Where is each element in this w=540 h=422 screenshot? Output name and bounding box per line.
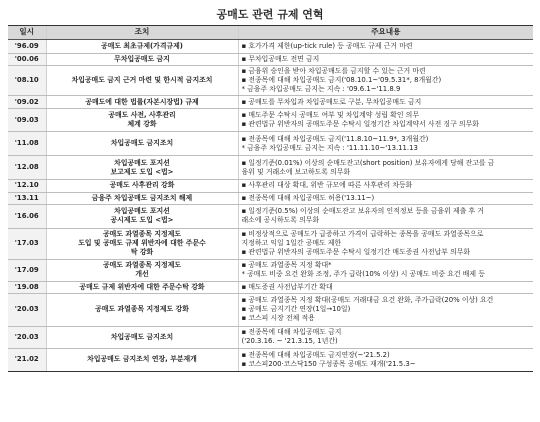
row-action-line: 차입공매도 포지션 bbox=[114, 158, 170, 167]
row-content bbox=[238, 54, 533, 66]
row-date: '11.08 bbox=[8, 132, 46, 156]
row-content-line: 융위 및 거래소에 보고하도록 의무화 bbox=[241, 167, 351, 176]
row-content-line: ▪ 매도주문 수탁시 공매도 여부 및 차입계약 성립 확인 의무 bbox=[241, 111, 419, 120]
row-content-line: ▪ 일정기준(0.5%) 이상의 순매도잔고 보유자의 인적정보 등을 금융위 제출 후 거 bbox=[241, 207, 484, 216]
row-date: '09.02 bbox=[8, 96, 46, 109]
row-content bbox=[238, 180, 533, 192]
table-row bbox=[8, 228, 533, 259]
row-content bbox=[238, 326, 533, 348]
row-content-line: ▪ 공매도 금지기간 연장(1일→10일) bbox=[241, 305, 351, 314]
row-date: '16.06 bbox=[8, 204, 46, 228]
row-content bbox=[238, 259, 533, 281]
row-content-line: ('20.3.16. ~ '21.3.15, 1년간) bbox=[241, 337, 338, 346]
row-content-line: ▪ 전종목에 대해 차입공매도 금지('08.10.1~'09.5.31*, 8개월간) bbox=[241, 76, 442, 85]
row-action-line: 금융주 차입공매도 금지조치 해제 bbox=[91, 193, 193, 202]
row-action-line: 공매도 사후관리 강화 bbox=[109, 181, 175, 190]
row-action bbox=[46, 109, 238, 132]
row-content-line: ▪ 전종목에 대해 차입공매도 금지 bbox=[241, 328, 342, 337]
row-action bbox=[46, 132, 238, 156]
row-date: '09.03 bbox=[8, 109, 46, 132]
row-action-line: 공시제도 도입 <법> bbox=[110, 216, 174, 225]
table-row bbox=[8, 259, 533, 281]
table-row bbox=[8, 180, 533, 192]
row-date: '96.09 bbox=[8, 40, 46, 54]
row-content bbox=[238, 228, 533, 259]
row-content-line: ▪ 공매도를 무차입과 차입공매도로 구분, 무차입공매도 금지 bbox=[241, 97, 422, 106]
row-content bbox=[238, 204, 533, 228]
row-action-line: 공매도에 대한 법률(자본시장법) 규제 bbox=[85, 97, 199, 106]
regulation-history-table bbox=[8, 25, 533, 372]
table-header-row bbox=[8, 26, 533, 40]
row-date: '08.10 bbox=[8, 66, 46, 96]
row-action bbox=[46, 96, 238, 109]
row-content-line: ▪ 코스피200·코스닥150 구성종목 공매도 재개('21.5.3~ bbox=[241, 359, 416, 368]
row-content bbox=[238, 96, 533, 109]
row-content-line: 래소에 공시하도록 의무화 bbox=[241, 216, 320, 225]
page-title: 공매도 관련 규제 연혁 bbox=[216, 8, 324, 21]
row-date: '21.02 bbox=[8, 348, 46, 371]
row-content bbox=[238, 66, 533, 96]
row-action-line: 공매도 과열종목 지정제도 bbox=[102, 261, 182, 270]
table-row bbox=[8, 156, 533, 180]
row-action bbox=[46, 180, 238, 192]
table-row bbox=[8, 54, 533, 66]
row-date: '12.08 bbox=[8, 156, 46, 180]
row-content-line: ▪ 관련법규 위반자의 공매도주문 수탁시 일정기간 차입계약서 사전 징구 의무화 bbox=[241, 120, 479, 129]
row-action bbox=[46, 192, 238, 204]
row-action-line: 무차입공매도 금지 bbox=[114, 55, 170, 63]
row-content bbox=[238, 192, 533, 204]
row-action-line: 탁 강화 bbox=[130, 248, 154, 257]
row-action bbox=[46, 293, 238, 326]
row-content-line: 지정하고 익일 1일간 공매도 제한 bbox=[241, 239, 342, 248]
row-content-line: ▪ 공매도 과열종목 지정 확대(공매도 거래대금 요건 완화, 주가급락(20% 이상) 요건 bbox=[241, 296, 494, 305]
row-content bbox=[238, 156, 533, 180]
table-row bbox=[8, 96, 533, 109]
row-content bbox=[238, 109, 533, 132]
row-content-line: * 공매도 비중 요건 완화 조정, 주가 급락(10% 이상) 시 공매도 비중 요건 배제 등 bbox=[241, 270, 485, 279]
row-content bbox=[238, 281, 533, 293]
row-content-line: * 금융주 차입공매도 금지는 지속 : '11.11.10~'13.11.13 bbox=[241, 143, 418, 152]
row-content-line: ▪ 사후관리 대상 확대, 위반 규모에 따른 사후관리 차등화 bbox=[241, 181, 413, 190]
row-content-line: ▪ 일정기준(0.01%) 이상의 순매도잔고(short position) 보유자에게 당해 잔고를 금 bbox=[241, 158, 495, 167]
row-content-line: * 금융주 차입공매도 금지는 지속 : '09.6.1~'11.8.9 bbox=[241, 85, 401, 94]
header-date: 일시 bbox=[8, 26, 46, 40]
row-content bbox=[238, 132, 533, 156]
row-action-line: 공매도 과열종목 지정제도 강화 bbox=[95, 305, 189, 314]
row-date: '17.03 bbox=[8, 228, 46, 259]
table-row bbox=[8, 204, 533, 228]
row-content-line: ▪ 공매도 과열종목 지정 확대* bbox=[241, 261, 332, 270]
table-row bbox=[8, 293, 533, 326]
row-action bbox=[46, 54, 238, 66]
row-content-line: ▪ 호가가격 제한(up-tick rule) 등 공매도 규제 근거 마련 bbox=[241, 41, 413, 50]
row-action-line: 보고제도 도입 <법> bbox=[110, 167, 174, 176]
row-content-line: ▪ 코스피 시장 전체 적용 bbox=[241, 314, 315, 323]
header-content: 주요내용 bbox=[238, 26, 533, 40]
row-action bbox=[46, 228, 238, 259]
row-content bbox=[238, 348, 533, 371]
row-content-line: ▪ 금융위 승인을 받아 차입공매도를 금지할 수 있는 근거 마련 bbox=[241, 67, 426, 76]
row-content-line: ▪ 전종목에 대해 차입공매도 금지('11.8.10~11.9*, 3개월간) bbox=[241, 134, 429, 143]
row-content-line: ▪ 비정상적으로 공매도가 급증하고 가격이 급락하는 종목을 공매도 과열종목으로 bbox=[241, 229, 484, 238]
row-date: '17.09 bbox=[8, 259, 46, 281]
row-action-line: 공매도 최초규제(가격규제) bbox=[101, 41, 183, 50]
table-row bbox=[8, 66, 533, 96]
row-content bbox=[238, 40, 533, 54]
row-action-line: 공매도 사전, 사후관리 bbox=[108, 111, 176, 120]
row-content-line: ▪ 전종목에 대해 차입공매도 허용('13.11~) bbox=[241, 193, 375, 202]
row-action bbox=[46, 326, 238, 348]
row-date: '13.11 bbox=[8, 192, 46, 204]
row-action-line: 공매도 과열종목 지정제도 bbox=[102, 229, 182, 238]
row-action-line: 차입공매도 금지 근거 마련 및 한시적 금지조치 bbox=[71, 76, 213, 85]
row-action-line: 차입공매도 포지션 bbox=[114, 207, 170, 216]
row-action bbox=[46, 204, 238, 228]
row-action-line: 공매도 규제 위반자에 대한 주문수탁 강화 bbox=[79, 282, 205, 291]
row-action-line: 차입공매도 금지조치 bbox=[110, 332, 174, 341]
row-date: '20.03 bbox=[8, 326, 46, 348]
row-action-line: 체계 강화 bbox=[127, 120, 157, 129]
row-content-line: ▪ 매도증권 사전납부기간 확대 bbox=[241, 282, 333, 291]
table-row bbox=[8, 281, 533, 293]
row-action-line: 도입 및 공매도 규제 위반자에 대한 주문수 bbox=[78, 239, 206, 248]
table-row bbox=[8, 132, 533, 156]
row-action bbox=[46, 348, 238, 371]
row-date: '12.10 bbox=[8, 180, 46, 192]
row-content-line: ▪ 무차입공매도 전면 금지 bbox=[241, 55, 320, 63]
row-action bbox=[46, 156, 238, 180]
row-action-line: 차입공매도 금지조치 bbox=[110, 139, 174, 148]
header-action: 조치 bbox=[46, 26, 238, 40]
row-action bbox=[46, 259, 238, 281]
row-content bbox=[238, 293, 533, 326]
row-content-line: ▪ 관련법규 위반자의 공매도주문 수탁시 일정기간 매도증권 사전납부 의무화 bbox=[241, 248, 471, 257]
row-action-line: 개선 bbox=[135, 270, 149, 279]
table-row bbox=[8, 109, 533, 132]
row-date: '20.03 bbox=[8, 293, 46, 326]
row-action bbox=[46, 40, 238, 54]
table-row bbox=[8, 40, 533, 54]
table-row bbox=[8, 192, 533, 204]
row-date: '19.08 bbox=[8, 281, 46, 293]
table-row bbox=[8, 326, 533, 348]
row-action bbox=[46, 66, 238, 96]
table-row bbox=[8, 348, 533, 371]
row-action bbox=[46, 281, 238, 293]
row-content-line: ▪ 전종목에 대해 차입공매도 금지연장(~'21.5.2) bbox=[241, 350, 390, 359]
row-date: '00.06 bbox=[8, 54, 46, 66]
row-action-line: 차입공매도 금지조치 연장, 부분재개 bbox=[87, 355, 197, 364]
